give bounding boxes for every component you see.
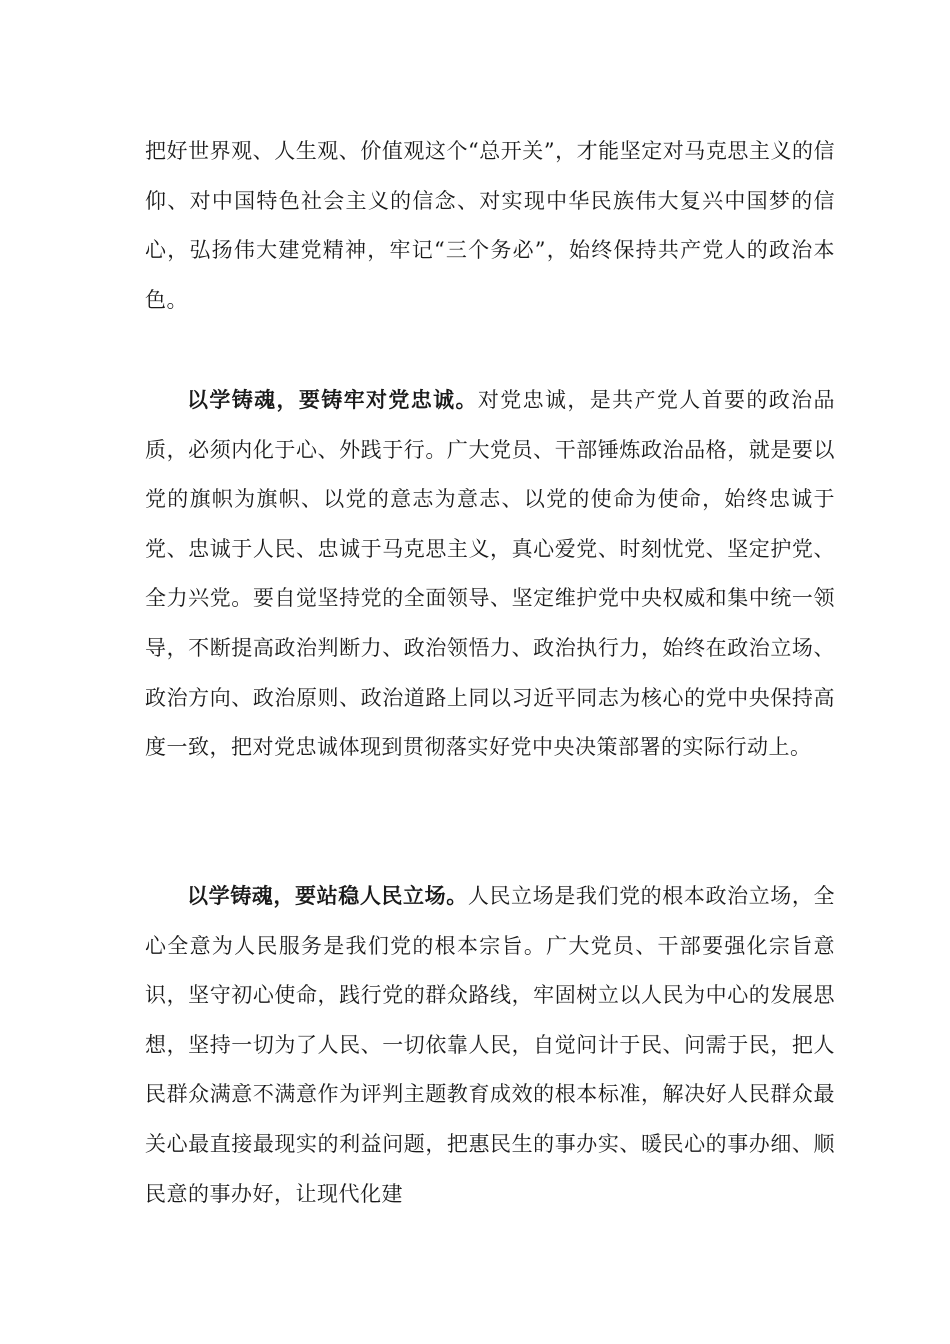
paragraph-text: 把好世界观、人生观、价值观这个“总开关”，才能坚定对马克思主义的信仰、对中国特色社会主义的信念、对实现中华民族伟大复兴中国梦的信心，弘扬伟大建党精神，牢记“三个务必”，始终保持共产党人的政治本色。 [145, 139, 835, 312]
paragraph-people-stance [145, 872, 835, 1219]
paragraph-lead-heading: 以学铸魂，要站稳人民立场。 [187, 884, 468, 908]
paragraph-loyalty [145, 376, 835, 773]
paragraph-continuation [145, 127, 835, 325]
paragraph-text: 对党忠诚，是共产党人首要的政治品质，必须内化于心、外践于行。广大党员、干部锤炼政治品格，就是要以党的旗帜为旗帜、以党的意志为意志、以党的使命为使命，始终忠诚于党、忠诚于人民、忠诚于马克思主义，真心爱党、时刻忧党、坚定护党、全力兴党。要自觉坚持党的全面领导、坚定维护党中央权威和集中统一领导，不断提高政治判断力、政治领悟力、政治执行力，始终在政治立场、政治方向、政治原则、政治道路上同以习近平同志为核心的党中央保持高度一致，把对党忠诚体现到贯彻落实好党中央决策部署的实际行动上。 [145, 388, 835, 760]
paragraph-text: 人民立场是我们党的根本政治立场，全心全意为人民服务是我们党的根本宗旨。广大党员、干部要强化宗旨意识，坚守初心使命，践行党的群众路线，牢固树立以人民为中心的发展思想，坚持一切为了人民、一切依靠人民，自觉问计于民、问需于民，把人民群众满意不满意作为评判主题教育成效的根本标准，解决好人民群众最关心最直接最现实的利益问题，把惠民生的事办实、暖民心的事办细、顺民意的事办好，让现代化建 [145, 884, 835, 1206]
paragraph-lead-heading: 以学铸魂，要铸牢对党忠诚。 [187, 388, 478, 412]
